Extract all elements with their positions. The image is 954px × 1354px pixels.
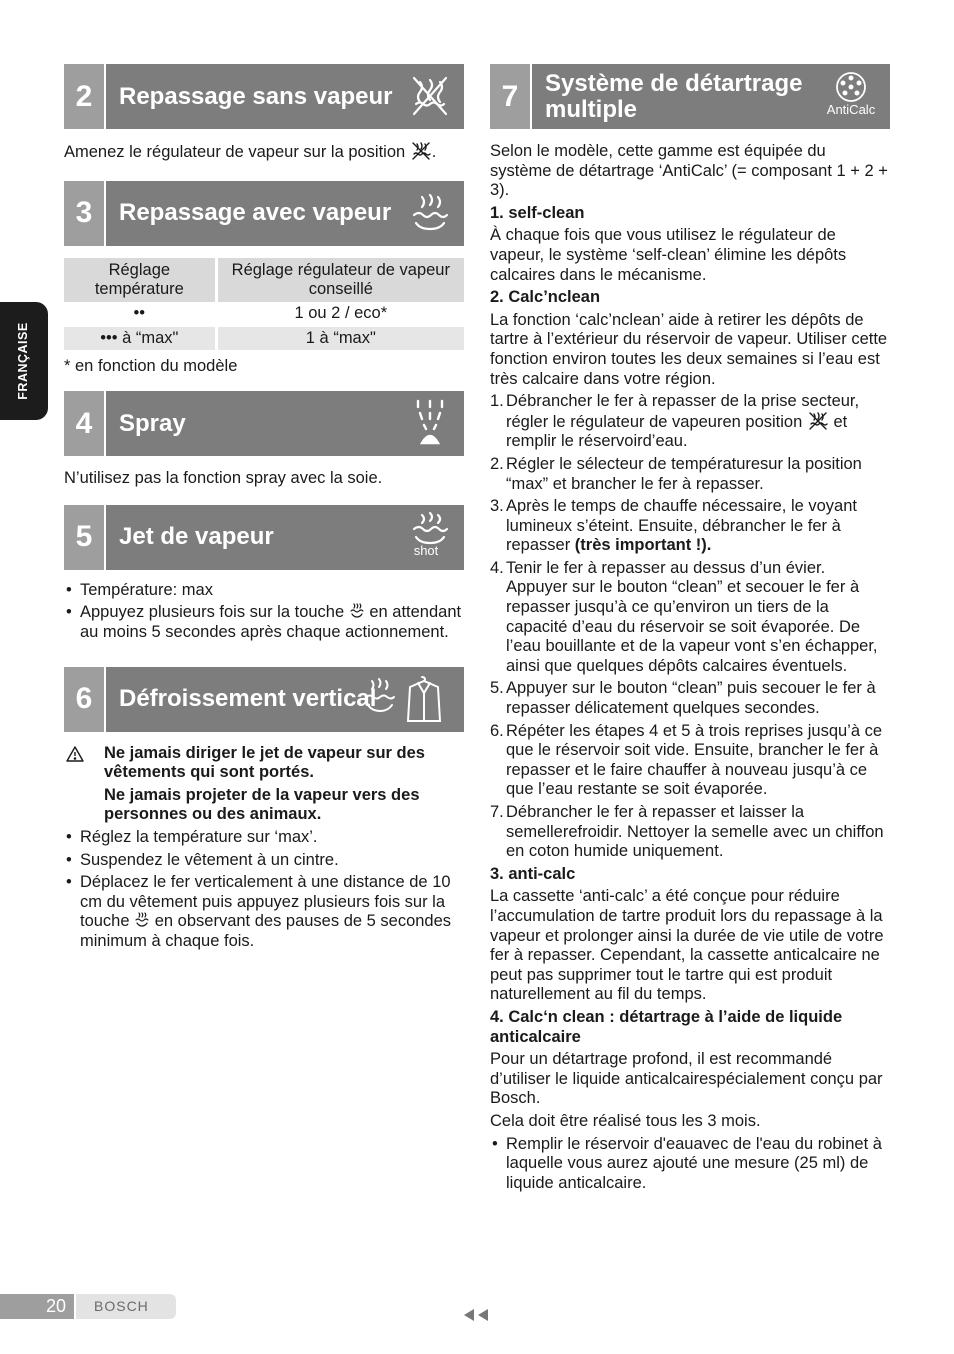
subheading: 2. Calc’nclean <box>490 288 601 307</box>
intro-text: Selon le modèle, cette gamme est équipée du système de détartrage ‘AntiCalc’ (= composant 1 + 2 + 3). <box>490 142 888 200</box>
language-tab <box>0 302 48 420</box>
steam-shot-icon <box>404 511 456 563</box>
no-steam-icon <box>807 412 829 430</box>
table-cell: 1 à “max" <box>216 326 464 350</box>
paragraph: Pour un détartrage profond, il est recommandé d’utiliser le liquide anticalcairespécialement conçu par Bosch. <box>490 1050 883 1108</box>
spray-icon <box>404 397 456 449</box>
section-4-header <box>64 391 464 456</box>
warning-text: Ne jamais projeter de la vapeur vers des personnes ou des animaux. <box>104 785 420 824</box>
section-number: 7 <box>490 64 532 129</box>
list-item: 5. Appuyer sur le bouton “clean” puis secouer le fer à repasser délicatement quelques secondes. <box>490 679 876 718</box>
steam-button-icon <box>349 603 365 619</box>
footnote: * en fonction du modèle <box>64 356 238 375</box>
list-item: 6. Répéter les étapes 4 et 5 à trois reprises jusqu’à ce que le réservoir soit vide. Ensuite, brancher le fer à repasser et le faire chauffer à nouveau jusqu’à ce que l’eau restante se soit évaporée. <box>490 721 883 799</box>
section-title: Système de détartrage multiple <box>545 69 803 123</box>
list-item: 2. Régler le sélecteur de températuresur la position “max” et brancher le fer à repasser. <box>490 454 862 493</box>
list-item: 4. Tenir le fer à repasser au dessus d’un évier. Appuyer sur le bouton “clean” et secouer le fer à repasser jusqu’à ce qu’environ un tiers de la capacité d’eau du réservoir se soit évaporée. De l’eau bouillante et de la vapeur vont s’en échapper, ainsi que quelques dépôts calcaires éventuels. <box>490 558 878 675</box>
section-6-header <box>64 667 464 732</box>
settings-table <box>64 258 464 350</box>
list-item: • Déplacez le fer verticalement à une distance de 10 cm du vêtement puis appuyez plusieurs fois sur la touche en observant des pauses de 5 secondes minimum à chaque fois. <box>64 873 464 951</box>
list-item: 1. Débrancher le fer à repasser de la prise secteur, régler le régulateur de vapeuren position et remplir le réservoird’eau. <box>490 392 860 451</box>
anticalc-icon <box>816 70 886 122</box>
section-3-header <box>64 181 464 246</box>
section-number: 5 <box>64 505 106 570</box>
subheading: 4. Calc‘n clean : détartrage à l’aide de liquide anticalcaire <box>490 1007 843 1046</box>
warning-icon <box>66 746 84 762</box>
page-number: 20 <box>0 1294 74 1319</box>
list-item: • Appuyez plusieurs fois sur la touche en attendant au moins 5 secondes après chaque actionnement. <box>64 603 464 642</box>
vertical-steam-icon <box>362 673 450 725</box>
subheading: 3. anti-calc <box>490 864 576 883</box>
section-4-text: N’utilisez pas la fonction spray avec la soie. <box>64 469 383 488</box>
table-row <box>64 302 464 326</box>
language-label: FRANÇAISE <box>16 322 31 400</box>
paragraph: À chaque fois que vous utilisez le régulateur de vapeur, le système ‘self-clean’ élimine les dépôts calcaires dans le mécanisme. <box>490 226 847 284</box>
list-item: • Température: max <box>64 581 464 601</box>
steam-icon <box>404 187 456 239</box>
section-number: 6 <box>64 667 106 732</box>
table-header: Réglage régulateur de vapeur conseillé <box>216 258 464 302</box>
section-title: Repassage avec vapeur <box>119 199 392 227</box>
warning-text: Ne jamais diriger le jet de vapeur sur des vêtements qui sont portés. <box>104 743 425 782</box>
table-cell: ••• à “max" <box>64 326 216 350</box>
right-column <box>490 64 890 1193</box>
table-header: Réglage température <box>64 258 216 302</box>
section-7-bullets <box>490 1135 890 1194</box>
left-column <box>64 64 464 952</box>
section-5-header <box>64 505 464 570</box>
list-item: 7. Débrancher le fer à repasser et laisser la semellerefroidir. Nettoyer la semelle avec un chiffon en coton humide uniquement. <box>490 803 884 861</box>
section-2-header <box>64 64 464 129</box>
table-row <box>64 326 464 350</box>
subheading: 1. self-clean <box>490 203 585 222</box>
section-title: Jet de vapeur <box>119 523 274 551</box>
icon-label: AntiCalc <box>826 102 876 118</box>
paragraph: La fonction ‘calc’nclean’ aide à retirer les dépôts de tartre à l’extérieur du réservoir de vapeur. Utiliser cette fonction environ toutes les deux semaines si l’eau est très calcaire dans votre région. <box>490 310 888 388</box>
warning-block <box>64 744 464 825</box>
section-number: 3 <box>64 181 106 246</box>
section-title: Spray <box>119 409 186 437</box>
table-cell: •• <box>64 302 216 326</box>
no-steam-icon <box>404 70 456 122</box>
steps-list <box>490 392 890 862</box>
section-title: Défroissement vertical <box>119 685 377 713</box>
section-2-text: Amenez le régulateur de vapeur sur la position . <box>64 143 437 161</box>
previous-page-icon[interactable] <box>462 1308 490 1322</box>
icon-label: shot <box>413 543 439 559</box>
no-steam-icon <box>410 142 432 160</box>
section-7-header <box>490 64 890 129</box>
list-item: • Réglez la température sur ‘max’. <box>64 828 464 848</box>
section-5-bullets <box>64 581 464 643</box>
list-item: • Remplir le réservoir d'eauavec de l'eau du robinet à laquelle vous aurez ajouté une mesure (25 ml) de liquide anticalcaire. <box>490 1135 890 1194</box>
section-6-bullets <box>64 828 464 952</box>
paragraph: La cassette ‘anti-calc’ a été conçue pour réduire l’accumulation de tartre produit lors du repassage à la vapeur et prolonger ainsi la durée de vie utile de votre fer à repasser. Cependant, la cassette anticalcaire ne peut pas supprimer tout le tartre qui est produit naturellement au fil du temps. <box>490 887 884 1004</box>
steam-button-icon <box>134 912 150 928</box>
list-item: 3. Après le temps de chauffe nécessaire, le voyant lumineux s’éteint. Ensuite, débrancher le fer à repasser (très important !). <box>490 497 857 555</box>
section-number: 4 <box>64 391 106 456</box>
list-item: • Suspendez le vêtement à un cintre. <box>64 851 464 871</box>
section-number: 2 <box>64 64 106 129</box>
table-cell: 1 ou 2 / eco* <box>216 302 464 326</box>
brand-label: BOSCH <box>76 1294 176 1319</box>
paragraph: Cela doit être réalisé tous les 3 mois. <box>490 1111 761 1130</box>
section-title: Repassage sans vapeur <box>119 82 393 110</box>
